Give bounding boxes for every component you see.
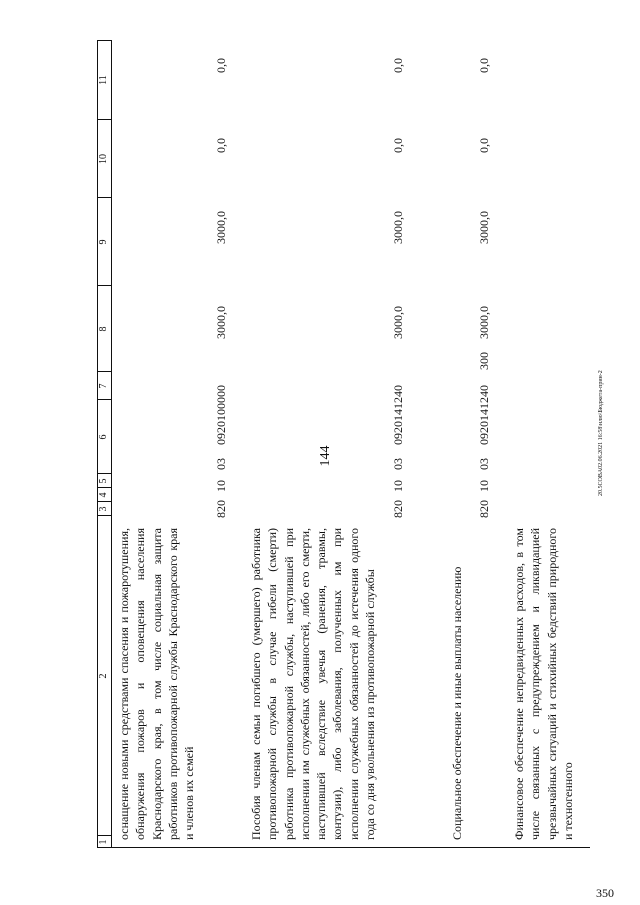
cell-c11: 0,0 xyxy=(477,58,491,73)
cell-c10: 0,0 xyxy=(391,138,405,153)
cell-c4: 10 xyxy=(391,480,405,492)
table-row xyxy=(511,40,590,848)
cell-c5: 03 xyxy=(477,458,491,470)
cell-c5: 03 xyxy=(214,458,228,470)
header-col-3: 3 xyxy=(98,506,109,512)
cell-c5: 03 xyxy=(391,458,405,470)
table-header xyxy=(97,40,111,848)
table-row xyxy=(449,40,499,848)
header-col-2: 2 xyxy=(98,673,109,679)
header-col-5: 5 xyxy=(98,478,109,484)
table-row xyxy=(116,40,230,848)
cell-c9: 3000,0 xyxy=(477,211,491,244)
header-col-6: 6 xyxy=(98,434,109,440)
header-col-7: 7 xyxy=(98,383,109,389)
page-number-top: 144 xyxy=(318,445,333,467)
row-description: оснащение новыми средствами спасения и пожаротушения, обнаружения пожаров и оповещения населения Краснодарского края, в том числе социальная защита работников противопожарной службы Краснодарского края и членов их семей xyxy=(117,528,197,840)
header-col-1: 1 xyxy=(98,839,109,845)
cell-c3: 820 xyxy=(214,500,228,518)
cell-c4: 10 xyxy=(214,480,228,492)
header-col-8: 8 xyxy=(98,326,109,332)
cell-c6: 0920100000 xyxy=(214,385,228,445)
header-col-9: 9 xyxy=(98,239,109,245)
row-description: Социальное обеспечение и иные выплаты населению xyxy=(450,566,464,840)
footer-note: 20.5COBA02.06.2021 16:58\нлю\Бюджета-прин-2 xyxy=(598,370,604,496)
cell-c9: 3000,0 xyxy=(391,211,405,244)
cell-c8: 3000,0 xyxy=(391,306,405,339)
table-row xyxy=(248,40,438,848)
budget-table xyxy=(97,40,590,848)
cell-c10: 0,0 xyxy=(477,138,491,153)
cell-c4: 10 xyxy=(477,480,491,492)
cell-c3: 820 xyxy=(391,500,405,518)
cell-c11: 0,0 xyxy=(214,58,228,73)
cell-c8: 3000,0 xyxy=(477,306,491,339)
header-col-10: 10 xyxy=(98,154,109,164)
cell-c10: 0,0 xyxy=(214,138,228,153)
row-description: Пособия членам семьи погибшего (умершего) работника противопожарной службы в случае гибели (смерти) работника противопожарной службы, наступившей при исполнении им служебных обязанностей, либо его смерти, наступившей вследствие увечья (ранения, травмы, контузии), либо заболевания, полученных им при исполнении служебных обязанностей до истечения одного года со дня увольнения из противопожарной службы xyxy=(249,528,378,840)
cell-c9: 3000,0 xyxy=(214,211,228,244)
cell-c7: 300 xyxy=(477,352,491,370)
page-number-bottom: 350 xyxy=(596,886,614,900)
cell-c3: 820 xyxy=(477,500,491,518)
row-description: Финансовое обеспечение непредвиденных расходов, в том числе связанных с предупреждением и ликвидацией чрезвычайных ситуаций и стихийных бедствий природного и техногенного xyxy=(512,528,575,840)
header-bottom-border xyxy=(111,40,112,848)
header-col-11: 11 xyxy=(98,75,109,85)
cell-c8: 3000,0 xyxy=(214,306,228,339)
cell-c6: 0920141240 xyxy=(391,385,405,445)
cell-c6: 0920141240 xyxy=(477,385,491,445)
header-col-4: 4 xyxy=(98,492,109,498)
cell-c11: 0,0 xyxy=(391,58,405,73)
